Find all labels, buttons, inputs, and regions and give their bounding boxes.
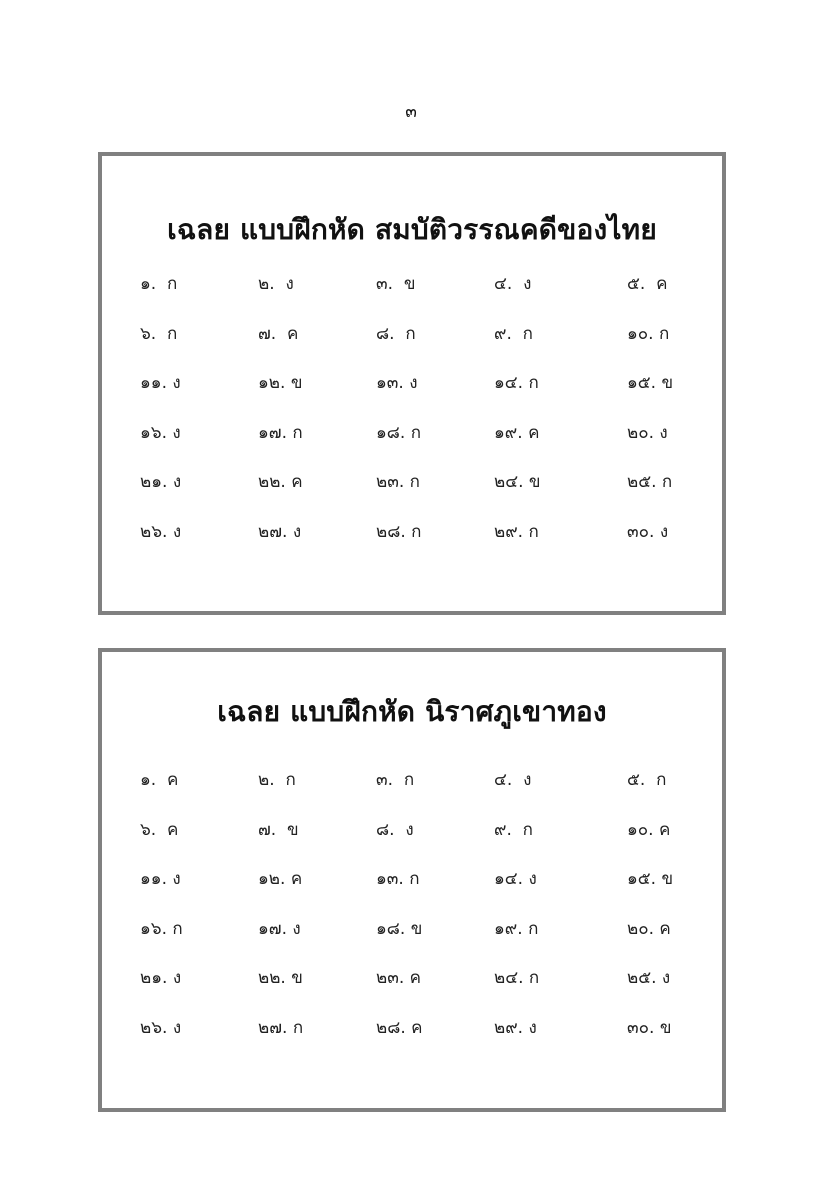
answer-item: ๒๑. ง [140, 968, 182, 989]
answer-item: ๑๙. ก [494, 918, 539, 939]
answer-item: ๖. ค [140, 819, 179, 840]
answer-item: ๑๘. ก [376, 422, 422, 443]
answer-row [140, 369, 700, 419]
answer-item: ๒๐. ง [627, 422, 668, 443]
answer-item: ๑๕. ข [627, 373, 674, 394]
answer-item: ๒๖. ง [140, 1017, 182, 1038]
answer-item: ๖. ก [140, 323, 178, 344]
answer-row [140, 865, 700, 915]
answer-row [140, 1014, 700, 1064]
answer-item: ๙. ก [494, 323, 533, 344]
answer-row [140, 816, 700, 866]
answer-item: ๒๙. ก [494, 521, 539, 542]
answer-item: ๕. ก [627, 770, 667, 790]
answer-item: ๔. ง [494, 770, 532, 790]
answer-item: ๒๓. ก [376, 472, 420, 493]
answer-item: ๒๘. ค [376, 1017, 423, 1038]
answer-item: ๗. ข [258, 819, 299, 840]
answer-item: ๒๑. ง [140, 472, 182, 493]
answer-key-box-nirat-phu-khao-thong [98, 648, 726, 1112]
answer-item: ๒๒. ข [258, 968, 303, 989]
answer-item: ๑๒. ค [258, 869, 303, 890]
answer-item: ๑๑. ง [140, 869, 181, 890]
answer-item: ๑๐. ก [627, 323, 670, 344]
answer-row [140, 419, 700, 469]
answer-item: ๒๓. ค [376, 968, 422, 989]
answer-item: ๑๕. ข [627, 869, 674, 890]
answer-item: ๒๘. ก [376, 521, 422, 542]
answer-item: ๑๙. ค [494, 422, 540, 443]
answer-item: ๓๐. ง [627, 521, 669, 542]
answer-item: ๑๐. ค [627, 819, 671, 840]
answer-item: ๒๔. ก [494, 968, 540, 989]
answer-item: ๑๓. ง [376, 373, 418, 394]
answer-row [140, 766, 700, 816]
answer-item: ๒๕. ก [627, 472, 673, 493]
answer-item: ๒๒. ค [258, 472, 303, 493]
answer-item: ๑๘. ข [376, 918, 423, 939]
answer-item: ๓. ก [376, 770, 415, 790]
answer-key-title: เฉลย แบบฝึกหัด สมบัติวรรณคดีของไทย [167, 213, 657, 246]
answer-item: ๑๖. ง [140, 422, 181, 443]
answer-grid [140, 270, 700, 568]
answer-item: ๑๔. ง [494, 869, 537, 890]
answer-row [140, 270, 700, 320]
answer-item: ๓๐. ข [627, 1017, 672, 1038]
answer-row [140, 518, 700, 568]
answer-item: ๑๓. ก [376, 869, 420, 890]
answer-item: ๓. ข [376, 274, 416, 294]
answer-key-title: เฉลย แบบฝึกหัด นิราศภูเขาทอง [217, 695, 607, 728]
answer-item: ๒๖. ง [140, 521, 182, 542]
answer-item: ๒๕. ง [627, 968, 671, 989]
answer-item: ๑๔. ก [494, 373, 539, 394]
answer-item: ๒๐. ค [627, 918, 671, 939]
answer-key-box-literature-heritage [98, 152, 726, 615]
answer-item: ๙. ก [494, 819, 533, 840]
answer-item: ๒๙. ง [494, 1017, 537, 1038]
answer-item: ๕. ค [627, 274, 668, 294]
answer-item: ๒. ก [258, 770, 296, 790]
answer-item: ๒๗. ก [258, 1017, 304, 1038]
answer-item: ๘. ก [376, 323, 416, 344]
answer-item: ๔. ง [494, 274, 532, 294]
answer-item: ๑๗. ง [258, 918, 301, 939]
answer-item: ๑๑. ง [140, 373, 181, 394]
answer-item: ๒๗. ง [258, 521, 302, 542]
answer-item: ๑๖. ก [140, 918, 183, 939]
answer-row [140, 915, 700, 965]
answer-row [140, 468, 700, 518]
answer-row [140, 964, 700, 1014]
answer-grid [140, 766, 700, 1064]
answer-row [140, 320, 700, 370]
answer-item: ๑. ค [140, 770, 179, 790]
answer-item: ๗. ค [258, 323, 299, 344]
answer-item: ๒๔. ข [494, 472, 541, 493]
answer-item: ๑๒. ข [258, 373, 303, 394]
answer-item: ๘. ง [376, 819, 414, 840]
answer-item: ๑. ก [140, 274, 178, 294]
page-number: ๓ [405, 102, 417, 122]
answer-item: ๒. ง [258, 274, 294, 294]
answer-item: ๑๗. ก [258, 422, 303, 443]
